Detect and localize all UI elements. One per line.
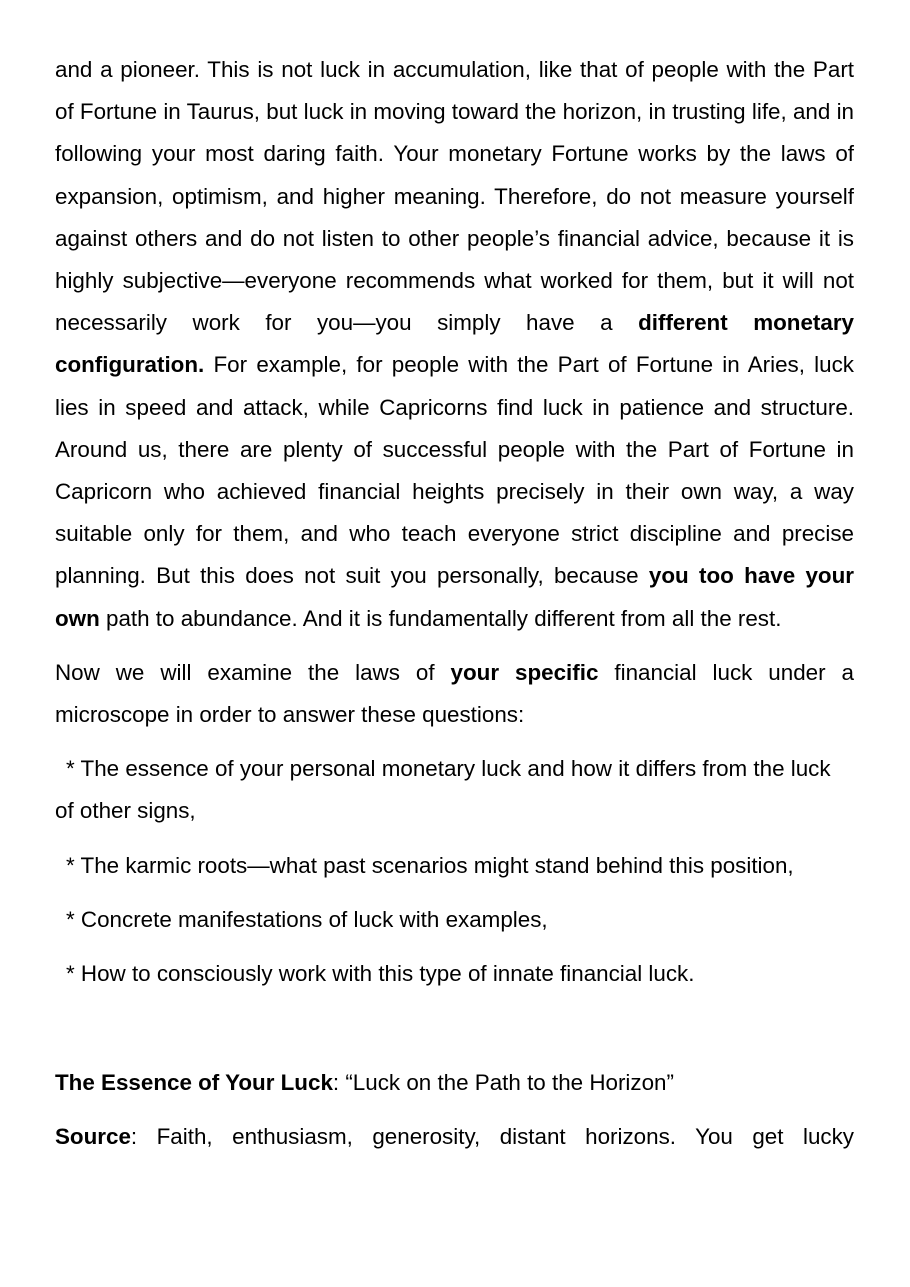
- source-label: Source: [55, 1124, 131, 1150]
- emphasis-text: you too have your own: [55, 563, 854, 631]
- paragraph-text: financial luck under a microscope in order to answer these questions:: [55, 659, 854, 728]
- paragraph-text: path to abundance. And it is fundamentally different from all the rest.: [99, 605, 782, 631]
- body-paragraph-intro-questions: [55, 652, 854, 736]
- heading-label: The Essence of Your Luck: [55, 1070, 333, 1096]
- source-line: [55, 1116, 854, 1158]
- document-page: [55, 49, 854, 1159]
- paragraph-text: and a pioneer. This is not luck in accumulation, like that of people with the Part of Fortune in Taurus, but luck in moving toward the horizon, in trusting life, and in following your most daring faith. Your monetary Fortune works by the laws of expansion, optimism, and higher meaning. Therefore, do not measure yourself against others and do not listen to other people’s financial advice, because it is highly subjective—everyone recommends what worked for them, but it will not necessarily work for you—you simply have a: [55, 57, 854, 336]
- paragraph-text: For example, for people with the Part of Fortune in Aries, luck lies in speed and attack, while Capricorns find luck in patience and structure. Around us, there are plenty of successful people with the Part of Fortune in Capricorn who achieved financial heights precisely in their own way, a way suitable only for them, and who teach everyone strict discipline and precise planning. But this does not suit you personally, because: [55, 352, 854, 589]
- paragraph-text: Now we will examine the laws of: [55, 659, 451, 685]
- list-item: * The karmic roots—what past scenarios might stand behind this position,: [66, 852, 794, 878]
- heading-text: : “Luck on the Path to the Horizon”: [332, 1070, 674, 1096]
- body-paragraph-fortune: [55, 49, 854, 640]
- source-text: : Faith, enthusiasm, generosity, distant horizons. You get lucky: [130, 1124, 854, 1150]
- section-heading-essence: [55, 1062, 854, 1104]
- list-item: * How to consciously work with this type of innate financial luck.: [66, 961, 695, 987]
- emphasis-text: different monetary configuration.: [55, 310, 854, 378]
- list-item: * Concrete manifestations of luck with examples,: [66, 906, 548, 932]
- list-item: * The essence of your personal monetary luck and how it differs from the luck of other signs,: [55, 756, 831, 824]
- emphasis-text: your specific: [450, 659, 599, 685]
